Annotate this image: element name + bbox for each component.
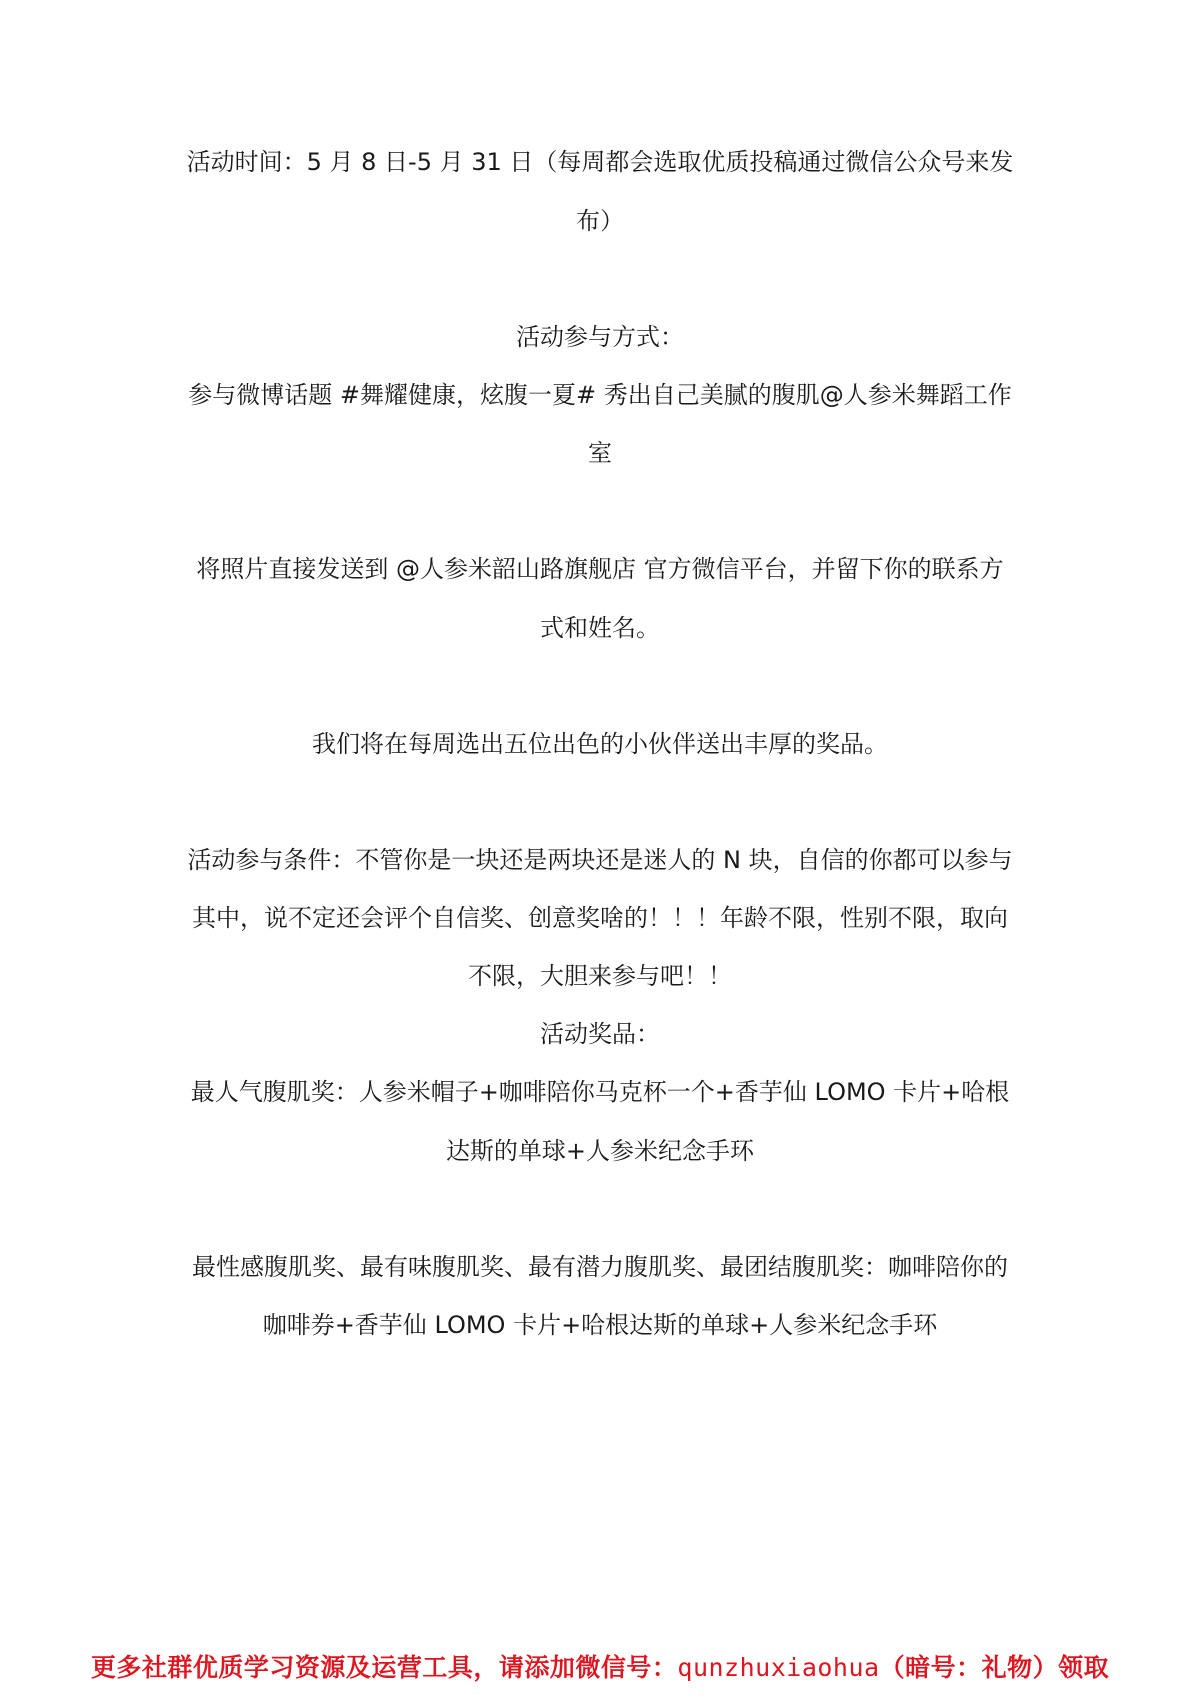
conditions-line-2: 其中，说不定还会评个自信奖、创意奖啥的！！！年龄不限，性别不限，取向 bbox=[192, 904, 1008, 932]
other-prizes-line-1: 最性感腹肌奖、最有味腹肌奖、最有潜力腹肌奖、最团结腹肌奖：咖啡陪你的 bbox=[192, 1253, 1008, 1281]
promo-footer-suffix: （暗号：礼物）领取 bbox=[879, 1653, 1110, 1682]
prizes-heading: 活动奖品： bbox=[540, 1020, 660, 1048]
top-prize-line-1: 最人气腹肌奖：人参米帽子+咖啡陪你马克杯一个+香芋仙 LOMO 卡片+哈根 bbox=[190, 1078, 1010, 1106]
promo-footer-prefix: 更多社群优质学习资源及运营工具，请添加微信号： bbox=[90, 1653, 678, 1682]
wechat-send-line-2: 式和姓名。 bbox=[540, 614, 660, 642]
promo-footer bbox=[0, 1648, 1200, 1684]
conditions-line-3: 不限，大胆来参与吧！！ bbox=[468, 962, 732, 990]
top-prize-line-2: 达斯的单球+人参米纪念手环 bbox=[445, 1137, 755, 1165]
activity-time-line-2: 布） bbox=[576, 207, 624, 235]
wechat-id: qunzhuxiaohua bbox=[677, 1653, 880, 1682]
other-prizes-line-2: 咖啡券+香芋仙 LOMO 卡片+哈根达斯的单球+人参米纪念手环 bbox=[262, 1311, 938, 1339]
activity-time-line-1: 活动时间：5 月 8 日-5 月 31 日（每周都会选取优质投稿通过微信公众号来发 bbox=[186, 148, 1014, 176]
participation-heading: 活动参与方式： bbox=[516, 323, 684, 351]
weekly-selection: 我们将在每周选出五位出色的小伙伴送出丰厚的奖品。 bbox=[312, 730, 888, 758]
weibo-topic-line-1: 参与微博话题 #舞耀健康，炫腹一夏# 秀出自己美腻的腹肌@人参米舞蹈工作 bbox=[188, 381, 1012, 409]
wechat-send-line-1: 将照片直接发送到 @人参米韶山路旗舰店 官方微信平台，并留下你的联系方 bbox=[196, 555, 1004, 583]
conditions-line-1: 活动参与条件：不管你是一块还是两块还是迷人的 N 块，自信的你都可以参与 bbox=[187, 846, 1013, 874]
weibo-topic-line-2: 室 bbox=[588, 439, 612, 467]
